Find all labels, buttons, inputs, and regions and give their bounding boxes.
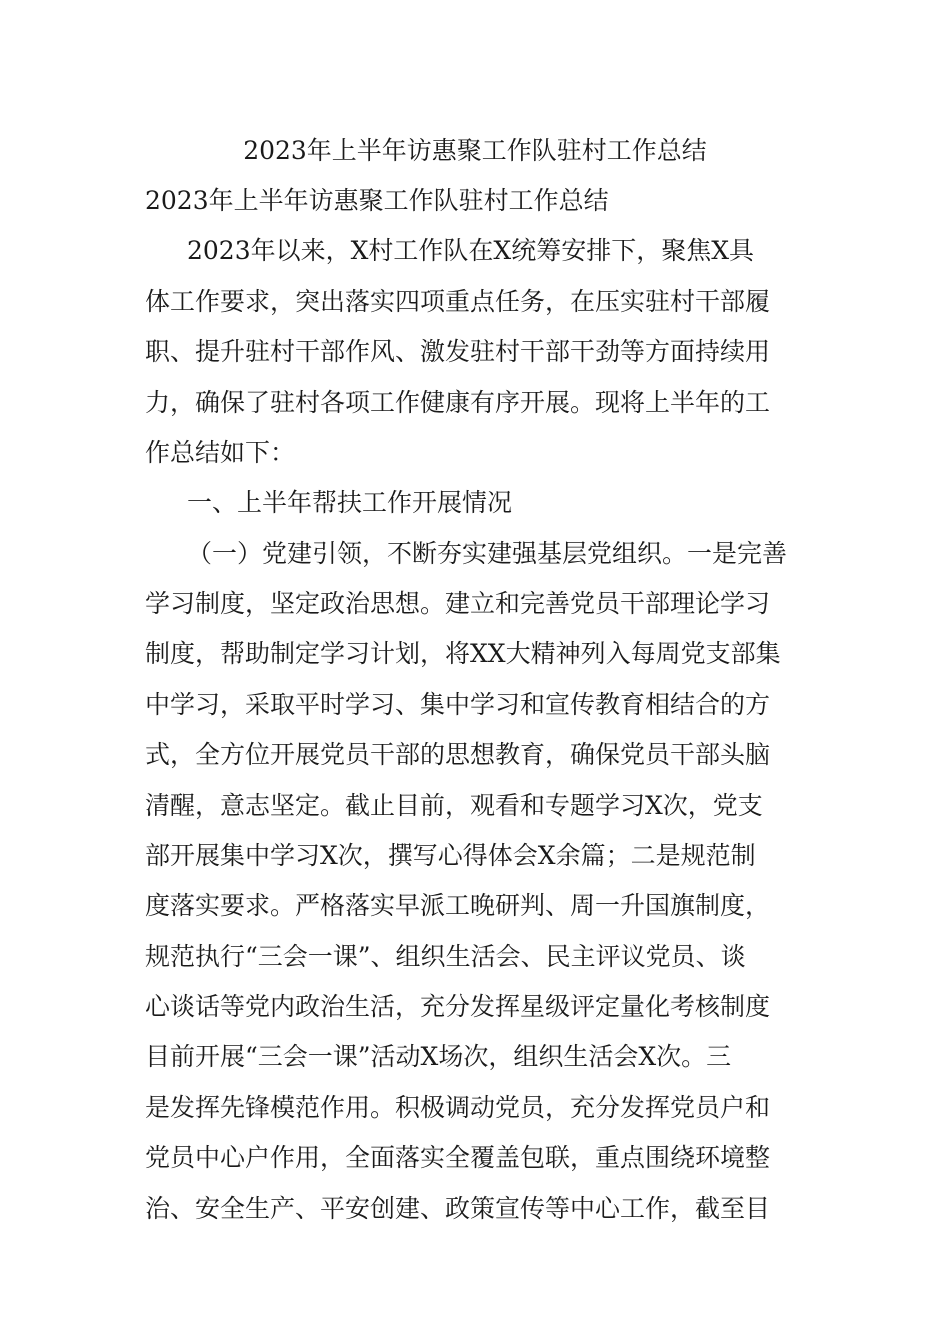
body-line-7: （一）党建引领，不断夯实建强基层党组织。一是完善 (187, 539, 788, 568)
body-line-9: 制度，帮助制定学习计划，将XX大精神列入每周党支部集 (145, 639, 781, 668)
body-line-12: 清醒，意志坚定。截止目前，观看和专题学习X次，党支 (145, 791, 763, 820)
section-heading: 一、上半年帮扶工作开展情况 (187, 488, 513, 517)
body-line-17: 目前开展“三会一课”活动X场次，组织生活会X次。三 (145, 1042, 732, 1071)
body-line-16: 心谈话等党内政治生活，充分发挥星级评定量化考核制度 (145, 992, 771, 1021)
document-title: 2023年上半年访惠聚工作队驻村工作总结 (243, 136, 707, 165)
body-line-19: 党员中心户作用，全面落实全覆盖包联，重点围绕环境整 (145, 1143, 771, 1172)
body-line-8: 学习制度，坚定政治思想。建立和完善党员干部理论学习 (145, 589, 771, 618)
body-line-4: 力，确保了驻村各项工作健康有序开展。现将上半年的工 (145, 388, 771, 417)
body-line-11: 式，全方位开展党员干部的思想教育，确保党员干部头脑 (145, 740, 771, 769)
body-line-13: 部开展集中学习X次，撰写心得体会X余篇；二是规范制 (145, 841, 756, 870)
body-line-10: 中学习，采取平时学习、集中学习和宣传教育相结合的方 (145, 690, 771, 719)
body-line-20: 治、安全生产、平安创建、政策宣传等中心工作，截至目 (145, 1194, 771, 1223)
body-line-18: 是发挥先锋模范作用。积极调动党员，充分发挥党员户和 (145, 1093, 771, 1122)
body-line-3: 职、提升驻村干部作风、激发驻村干部干劲等方面持续用 (145, 337, 771, 366)
document-subtitle: 2023年上半年访惠聚工作队驻村工作总结 (145, 186, 609, 215)
body-line-5: 作总结如下： (145, 438, 296, 467)
body-line-14: 度落实要求。严格落实早派工晚研判、周一升国旗制度， (145, 891, 771, 920)
body-line-1: 2023年以来，X村工作队在X统筹安排下，聚焦X具 (187, 236, 755, 265)
body-line-15: 规范执行“三会一课”、组织生活会、民主评议党员、谈 (145, 942, 746, 971)
body-line-2: 体工作要求，突出落实四项重点任务，在压实驻村干部履 (145, 287, 771, 316)
